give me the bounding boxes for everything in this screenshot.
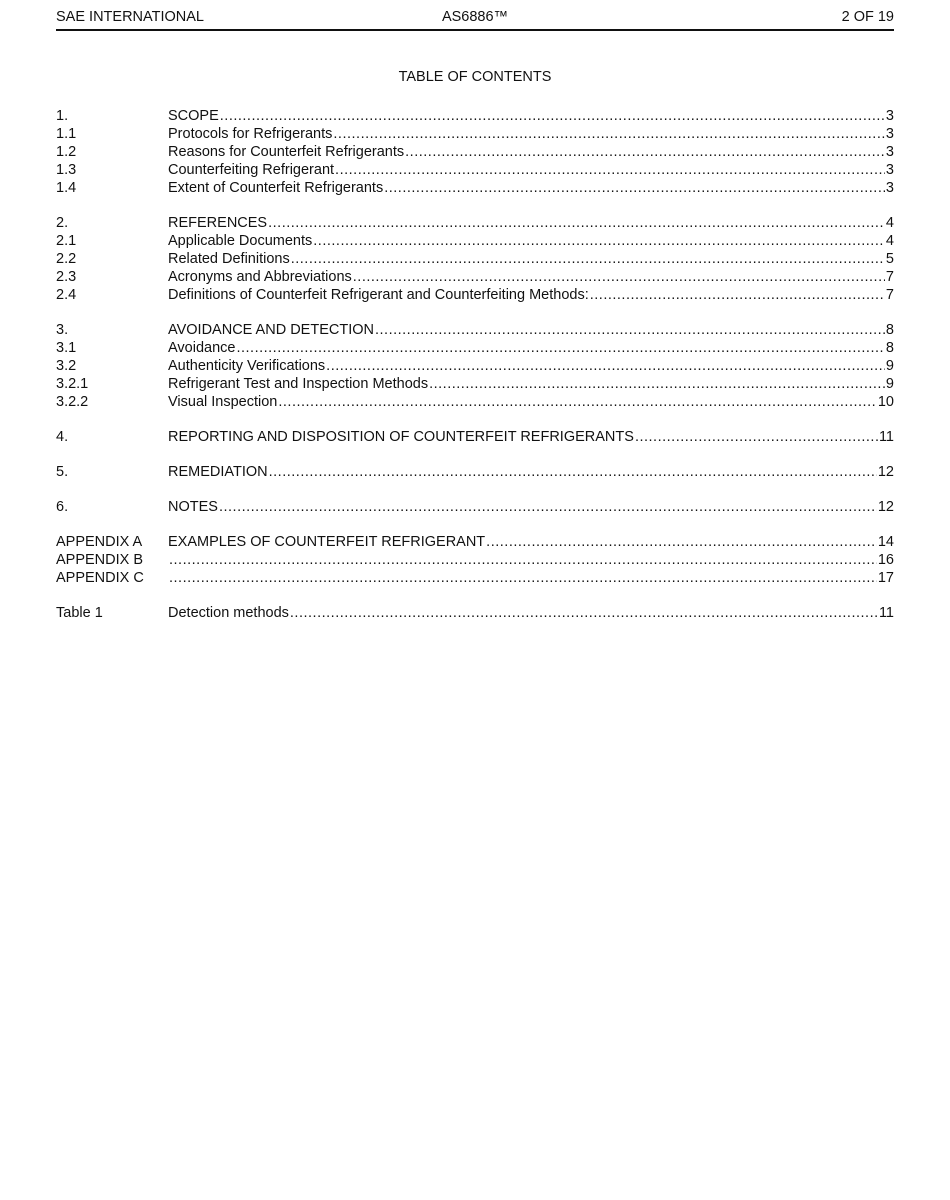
toc-entry-number: 2.3 — [56, 269, 77, 285]
toc-entry-title: Counterfeiting Refrigerant — [168, 162, 335, 178]
toc-entry-title: Definitions of Counterfeit Refrigerant and Counterfeiting Methods: — [168, 287, 589, 303]
toc-entry-page: 16 — [877, 552, 894, 568]
toc-entry-number: 1.1 — [56, 126, 77, 142]
toc-entry-number: 2.1 — [56, 233, 77, 249]
toc-entry-title: Authenticity Verifications — [168, 358, 326, 374]
toc-entry-title: REPORTING AND DISPOSITION OF COUNTERFEIT REFRIGERANTS — [168, 429, 634, 445]
toc-dot-leader — [219, 498, 877, 516]
toc-entry-title: Detection methods — [168, 605, 289, 621]
toc-dot-leader — [236, 339, 884, 357]
toc-entry-number: 3.1 — [56, 340, 77, 356]
toc-dot-leader — [169, 551, 877, 569]
toc-entry-number: 2.2 — [56, 251, 77, 267]
toc-group — [56, 463, 894, 481]
toc-group — [56, 498, 894, 516]
toc-entry-page: 3 — [885, 144, 894, 160]
toc-group — [56, 321, 894, 411]
toc-entry[interactable] — [56, 393, 894, 411]
toc-dot-leader — [278, 393, 877, 411]
toc-entry-page: 7 — [885, 287, 894, 303]
toc-entry-number: 1.2 — [56, 144, 77, 160]
toc-entry[interactable] — [56, 533, 894, 551]
toc-entry-title: Avoidance — [168, 340, 236, 356]
header-organization: SAE INTERNATIONAL — [56, 9, 204, 25]
toc-entry-number: APPENDIX C — [56, 570, 144, 586]
toc-entry-title: Applicable Documents — [168, 233, 313, 249]
toc-entry-page: 3 — [885, 180, 894, 196]
toc-entry[interactable] — [56, 250, 894, 268]
page-header — [56, 9, 894, 31]
toc-entry-number: APPENDIX B — [56, 552, 144, 568]
toc-group — [56, 214, 894, 304]
toc-dot-leader — [269, 463, 877, 481]
toc-entry[interactable] — [56, 268, 894, 286]
toc-entry[interactable] — [56, 604, 894, 622]
toc-entry-number: APPENDIX A — [56, 534, 143, 550]
toc-entry-page: 9 — [885, 358, 894, 374]
toc-dot-leader — [290, 604, 878, 622]
toc-entry-page: 3 — [885, 126, 894, 142]
toc-entry[interactable] — [56, 569, 894, 587]
toc-entry-page: 3 — [885, 162, 894, 178]
toc-entry-number: 6. — [56, 499, 69, 515]
toc-dot-leader — [486, 533, 877, 551]
toc-entry-number: 3.2 — [56, 358, 77, 374]
toc-entry[interactable] — [56, 321, 894, 339]
toc-entry-title: Acronyms and Abbreviations — [168, 269, 352, 285]
toc-entry-number: 3.2.1 — [56, 376, 89, 392]
toc-entry-page: 4 — [885, 215, 894, 231]
toc-dot-leader — [268, 214, 885, 232]
toc-entry[interactable] — [56, 357, 894, 375]
toc-entry-page: 5 — [885, 251, 894, 267]
toc-entry-title: Related Definitions — [168, 251, 290, 267]
toc-entry-title: AVOIDANCE AND DETECTION — [168, 322, 374, 338]
toc-group — [56, 604, 894, 622]
toc-entry-number: 2.4 — [56, 287, 77, 303]
header-page-number: 2 OF 19 — [841, 9, 894, 25]
toc-entry-page: 10 — [877, 394, 894, 410]
toc-dot-leader — [335, 161, 885, 179]
toc-dot-leader — [429, 375, 885, 393]
toc-entry-page: 12 — [877, 464, 894, 480]
toc-entry-page: 3 — [885, 108, 894, 124]
toc-entry[interactable] — [56, 551, 894, 569]
toc-entry[interactable] — [56, 286, 894, 304]
toc-dot-leader — [333, 125, 885, 143]
toc-entry-number: 1. — [56, 108, 69, 124]
toc-group — [56, 107, 894, 197]
toc-entry-page: 8 — [885, 322, 894, 338]
toc-dot-leader — [375, 321, 885, 339]
toc-entry-page: 11 — [878, 429, 894, 445]
toc-entry[interactable] — [56, 498, 894, 516]
toc-entry-page: 4 — [885, 233, 894, 249]
toc-group — [56, 428, 894, 446]
toc-entry-title: SCOPE — [168, 108, 219, 124]
toc-entry-title: Reasons for Counterfeit Refrigerants — [168, 144, 405, 160]
toc-entry-number: 3.2.2 — [56, 394, 89, 410]
toc-entry-title: EXAMPLES OF COUNTERFEIT REFRIGERANT — [168, 534, 486, 550]
toc-entry-number: Table 1 — [56, 605, 103, 621]
toc-entry[interactable] — [56, 375, 894, 393]
toc-entry-number: 4. — [56, 429, 69, 445]
toc-entry[interactable] — [56, 232, 894, 250]
toc-title: TABLE OF CONTENTS — [398, 69, 552, 85]
toc-dot-leader — [384, 179, 885, 197]
toc-entry-page: 9 — [885, 376, 894, 392]
toc-dot-leader — [220, 107, 885, 125]
toc-entry-title: Visual Inspection — [168, 394, 278, 410]
header-document-number: AS6886™ — [441, 9, 509, 25]
toc-dot-leader — [635, 428, 878, 446]
toc-dot-leader — [590, 286, 885, 304]
toc-entry-number: 1.3 — [56, 162, 77, 178]
toc-entry-title: Protocols for Refrigerants — [168, 126, 333, 142]
toc-entry-number: 2. — [56, 215, 69, 231]
toc-group — [56, 533, 894, 587]
toc-entry-title: REFERENCES — [168, 215, 268, 231]
toc-entry-page: 11 — [878, 605, 894, 621]
toc-entry[interactable] — [56, 143, 894, 161]
toc-dot-leader — [313, 232, 885, 250]
toc-entry-title: Refrigerant Test and Inspection Methods — [168, 376, 429, 392]
toc-entry-page: 12 — [877, 499, 894, 515]
toc-entry-number: 1.4 — [56, 180, 77, 196]
toc-entry[interactable] — [56, 339, 894, 357]
toc-entry-number: 5. — [56, 464, 69, 480]
toc-dot-leader — [169, 569, 877, 587]
toc-entry-page: 7 — [885, 269, 894, 285]
toc-dot-leader — [353, 268, 885, 286]
toc-entry-title: REMEDIATION — [168, 464, 268, 480]
toc-entry-title: NOTES — [168, 499, 218, 515]
toc-entry[interactable] — [56, 125, 894, 143]
toc-entry[interactable] — [56, 428, 894, 446]
toc-dot-leader — [326, 357, 885, 375]
toc-entry[interactable] — [56, 161, 894, 179]
toc-entry-page: 14 — [877, 534, 894, 550]
table-of-contents — [56, 107, 894, 639]
toc-entry[interactable] — [56, 463, 894, 481]
toc-entry-page: 8 — [885, 340, 894, 356]
toc-dot-leader — [291, 250, 885, 268]
toc-entry-number: 3. — [56, 322, 69, 338]
toc-entry[interactable] — [56, 214, 894, 232]
toc-dot-leader — [405, 143, 885, 161]
toc-entry-title: Extent of Counterfeit Refrigerants — [168, 180, 384, 196]
toc-entry-page: 17 — [877, 570, 894, 586]
toc-entry[interactable] — [56, 179, 894, 197]
toc-entry[interactable] — [56, 107, 894, 125]
